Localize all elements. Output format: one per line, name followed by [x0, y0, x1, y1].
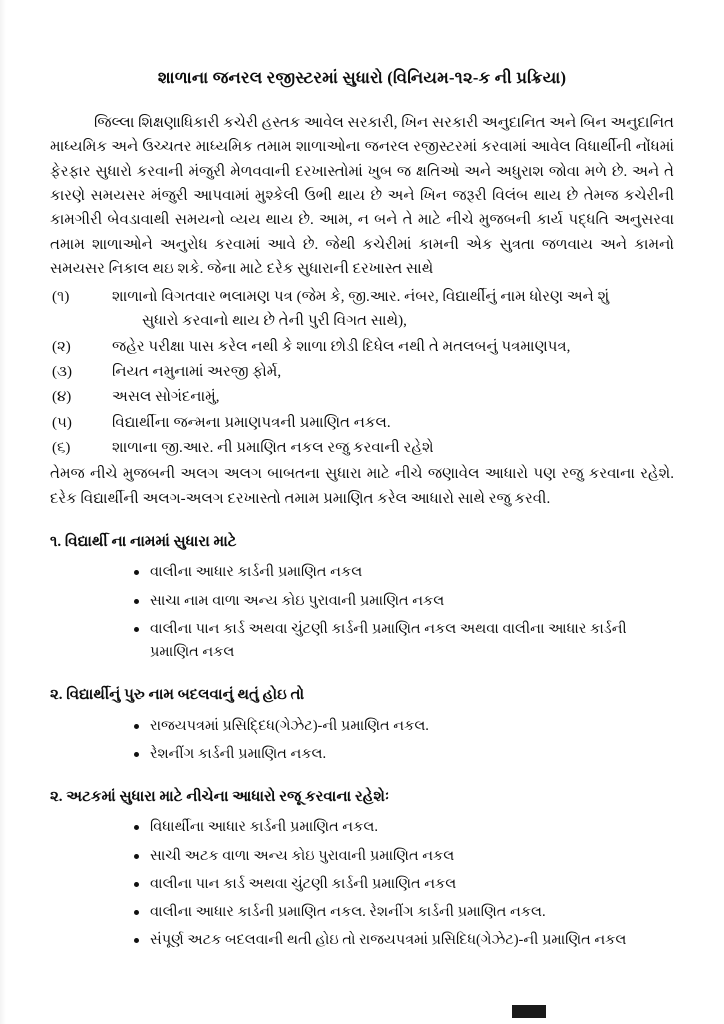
list-item-number: (૩)	[52, 364, 72, 381]
list-item-text: સાચા નામ વાળા અન્ય કોઇ પુરાવાની પ્રમાણિત નકલ	[150, 592, 445, 609]
list-item-text: શાળાના જી.આર. ની પ્રમાણિત નકલ રજુ કરવાની રહેશે	[112, 439, 434, 456]
section-bullet-list	[50, 816, 674, 952]
after-list-paragraph: તેમજ નીચે મુજબની અલગ અલગ બાબતના સુધારા માટે નીચે જણાવેલ આધારો પણ રજુ કરવાના રહેશે. દરેક વિદ્યાર્થીની અલગ-અલગ દરખાસ્તો તમામ પ્રમાણિત કરેલ આધારો સાથે રજુ કરવી.	[50, 466, 674, 507]
section-heading: ૧. વિદ્યાર્થી ના નામમાં સુધારા માટે	[50, 533, 237, 550]
list-item-continuation: સુધારો કરવાનો થાય છે તેની પુરી વિગત સાથે),	[142, 313, 407, 330]
list-item-continuation: પ્રમાણિત નકલ	[150, 643, 235, 660]
list-item-text: સંપૂર્ણ અટક બદલવાની થતી હોઇ તો રાજયપત્રમાં પ્રસિદિધ(ગેઝેટ)-ની પ્રમાણિત નકલ	[150, 932, 627, 949]
list-item	[134, 816, 674, 839]
section-bullet-list	[50, 561, 674, 664]
list-item	[134, 845, 674, 868]
list-item	[134, 618, 674, 664]
list-item-text: વિધાર્થીના આધાર કાર્ડની પ્રમાણિત નકલ.	[150, 819, 378, 836]
list-item-text: વાલીના આધાર કાર્ડની પ્રમાણિત નકલ. રેશનીંગ કાર્ડની પ્રમાણિત નકલ.	[150, 904, 546, 921]
list-item-text: શાળાનો વિગતવાર ભલામણ પત્ર (જેમ કે, જી.આર. નંબર, વિદ્યાર્થીનું નામ ધોરણ અને શું	[112, 289, 610, 306]
section-heading: ૨. વિદ્યાર્થીનું પુરુ નામ બદલવાનું થતું હોઇ તો	[50, 687, 305, 704]
list-item-text: વાલીના પાન કાર્ડ અથવા ચુંટણી કાર્ડની પ્રમાણિત નકલ અથવા વાલીના આધાર કાર્ડની	[150, 620, 627, 637]
list-item-text: સાચી અટક વાળા અન્ય કોઇ પુરાવાની પ્રમાણિત નકલ	[150, 847, 455, 864]
page-edge-shadow	[0, 0, 6, 1024]
intro-paragraph: જિલ્લા શિક્ષણાધિકારી કચેરી હસ્તક આવેલ સરકારી, ખિન સરકારી અનુદાનિત અને બિન અનુદાનિત માધ્યમિક અને ઉચ્ચતર માધ્યમિક તમામ શાળાઓના જનરલ રજીસ્ટરમાં કરવામાં આવેલ વિધાર્થીની નોંધમાં ફેરફાર સુધારો કરવાની મંજુરી મેળવવાની દરખાસ્તોમાં ખુબ જ ક્ષતિઓ અને અધુરાશ જોવા મળે છે. અને તે કારણે સમયસર મંજુરી આપવામાં મુશ્કેલી ઉભી થાય છે અને ખિન જરૂરી વિલંબ થાય છે તેમજ કચેરીની કામગીરી બેવડાવાથી સમયનો વ્યય થાય છે. આમ, ન બને તે માટે નીચે મુજબની કાર્ય પદ્ધતિ અનુસરવા તમામ શાળાઓને અનુરોધ કરવામાં આવે છે. જેથી કચેરીમાં કામની એક સુત્રતા જળવાય અને કામનો સમયસર નિકાલ થઇ શકે. જેના માટે દરેક સુધારાની દરખાસ્ત સાથે	[50, 115, 674, 277]
list-item-text: નિયત નમુનામાં અરજી ફોર્મ,	[112, 364, 282, 381]
list-item-number: (૧)	[52, 289, 70, 306]
list-item	[134, 929, 674, 952]
list-item-text: વાલીના પાન કાર્ડ અથવા ચુંટણી કાર્ડની પ્રમાણિત નકલ	[150, 875, 457, 892]
section-heading: ૨. અટકમાં સુધારા માટે નીચેના આધારો રજૂ કરવાના રહેશેઃ	[50, 788, 390, 805]
list-item-text: જહેર પરીક્ષા પાસ કરેલ નથી કે શાળા છોડી દિધેલ નથી તે મતલબનું પત્રમાણપત્ર,	[112, 338, 571, 355]
list-item	[50, 411, 674, 435]
list-item	[134, 590, 674, 613]
section-surname-correction	[50, 786, 674, 952]
list-item-number: (૪)	[52, 389, 72, 406]
list-item-text: વિદ્યાર્થીના જન્મના પ્રમાણપત્રની પ્રમાણિત નકલ.	[112, 414, 391, 431]
list-item	[50, 436, 674, 460]
list-item-text: રાજયપત્રમાં પ્રસિદ્દિધ(ગેઝેટ)-ની પ્રમાણિત નકલ.	[150, 717, 429, 734]
list-item	[134, 873, 674, 896]
list-item	[134, 743, 674, 766]
section-full-name-change	[50, 684, 674, 766]
page-title: શાળાના જનરલ રજીસ્ટરમાં સુધારો (વિનિયમ-૧૨-ક ની પ્રક્રિયા)	[157, 68, 567, 87]
list-item-number: (૫)	[52, 414, 72, 431]
list-item-number: (૬)	[52, 439, 71, 456]
list-item-text: રેશનીંગ કાર્ડની પ્રમાણિત નકલ.	[150, 745, 327, 762]
list-item-text: અસલ સોગંદનામું,	[112, 389, 220, 406]
list-item	[134, 715, 674, 738]
page-footer-mark	[512, 1005, 546, 1018]
list-item-number: (૨)	[52, 338, 71, 355]
numbered-requirements-list	[50, 285, 674, 460]
list-item	[134, 901, 674, 924]
list-item	[134, 561, 674, 584]
list-item	[50, 285, 674, 334]
list-item	[50, 385, 674, 409]
list-item	[50, 335, 674, 359]
list-item-text: વાલીના આધાર કાર્ડની પ્રમાણિત નકલ	[150, 564, 363, 581]
section-name-correction	[50, 531, 674, 664]
section-bullet-list	[50, 715, 674, 766]
list-item	[50, 360, 674, 384]
